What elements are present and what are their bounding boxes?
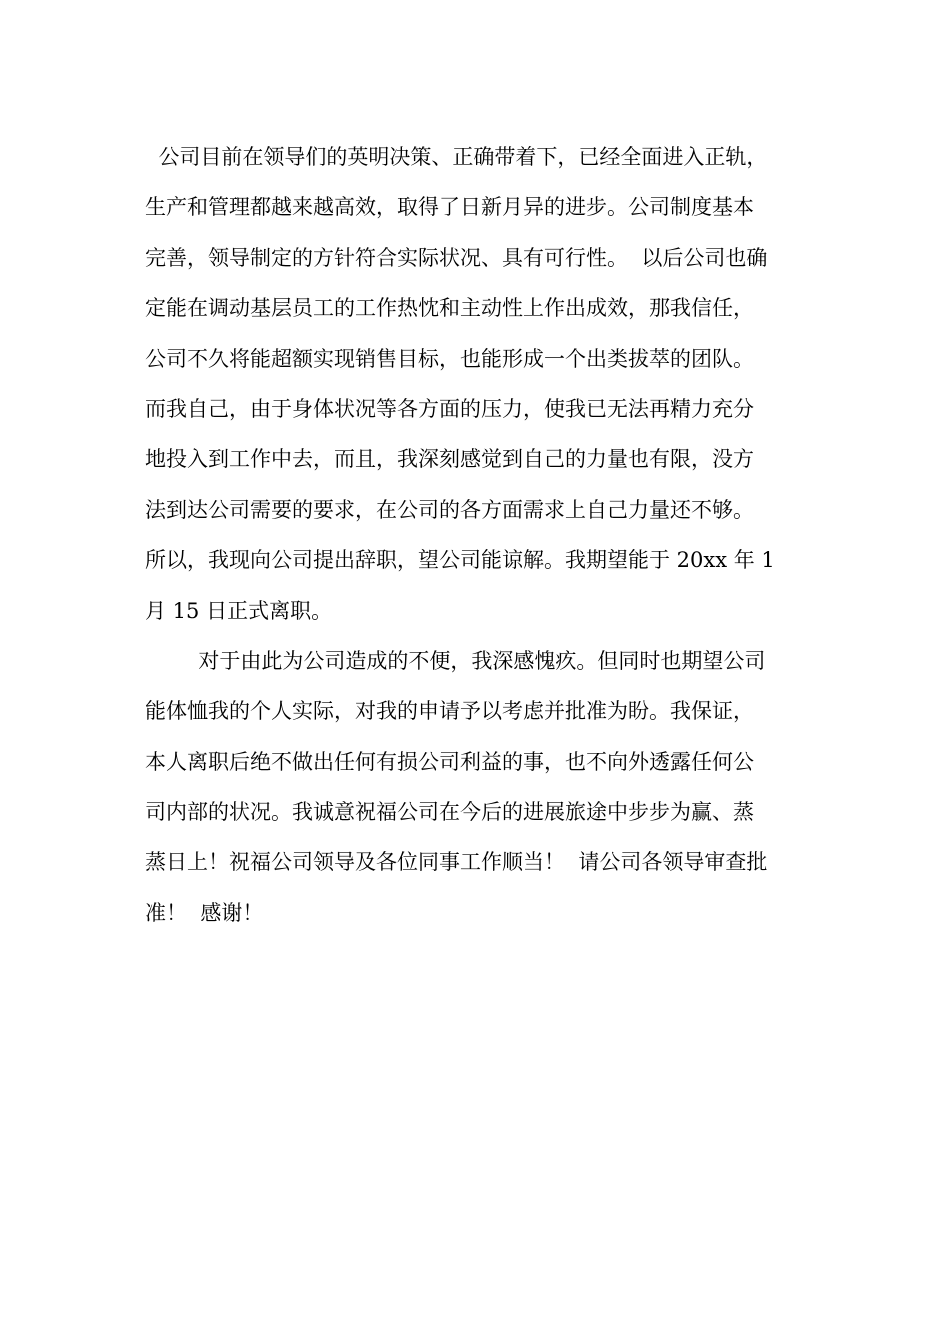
paragraph-1-line-2: 生产和管理都越来越高效，取得了日新月异的进步。公司制度基本 — [145, 195, 754, 220]
paragraph-1-line-5: 公司不久将能超额实现销售目标，也能形成一个出类拔萃的团队。 — [145, 346, 754, 371]
paragraph-1-line-6: 而我自己，由于身体状况等各方面的压力，使我已无法再精力充分 — [145, 396, 754, 421]
paragraph-2-line-2: 能体恤我的个人实际，对我的申请予以考虑并批准为盼。我保证， — [145, 699, 754, 724]
paragraph-1-line-7: 地投入到工作中去，而且，我深刻感觉到自己的力量也有限，没方 — [145, 447, 754, 472]
paragraph-1-line-10: 月 15 日正式离职。 — [145, 598, 333, 623]
paragraph-1-line-4: 定能在调动基层员工的工作热忱和主动性上作出成效，那我信任， — [145, 296, 754, 321]
paragraph-1-line-8: 法到达公司需要的要求，在公司的各方面需求上自己力量还不够。 — [145, 497, 754, 522]
paragraph-2-line-1: 对于由此为公司造成的不便，我深感愧疚。但同时也期望公司 — [145, 648, 766, 673]
paragraph-1-line-3: 完善，领导制定的方针符合实际状况、具有可行性。 以后公司也确 — [145, 245, 768, 270]
paragraph-2-line-6: 准！ 感谢！ — [145, 900, 264, 925]
paragraph-1-line-1: 公司目前在领导们的英明决策、正确带着下，已经全面进入正轨， — [145, 145, 768, 169]
paragraph-1 — [145, 132, 810, 636]
document-body — [145, 132, 810, 938]
paragraph-2-line-5: 蒸日上！祝福公司领导及各位同事工作顺当！ 请公司各领导审查批 — [145, 850, 768, 875]
paragraph-2-line-3: 本人离职后绝不做出任何有损公司利益的事，也不向外透露任何公 — [145, 749, 754, 774]
paragraph-2 — [145, 636, 810, 938]
paragraph-1-line-9: 所以，我现向公司提出辞职，望公司能谅解。我期望能于 20xx 年 1 — [145, 548, 775, 573]
paragraph-2-line-4: 司内部的状况。我诚意祝福公司在今后的进展旅途中步步为赢、蒸 — [145, 800, 754, 825]
